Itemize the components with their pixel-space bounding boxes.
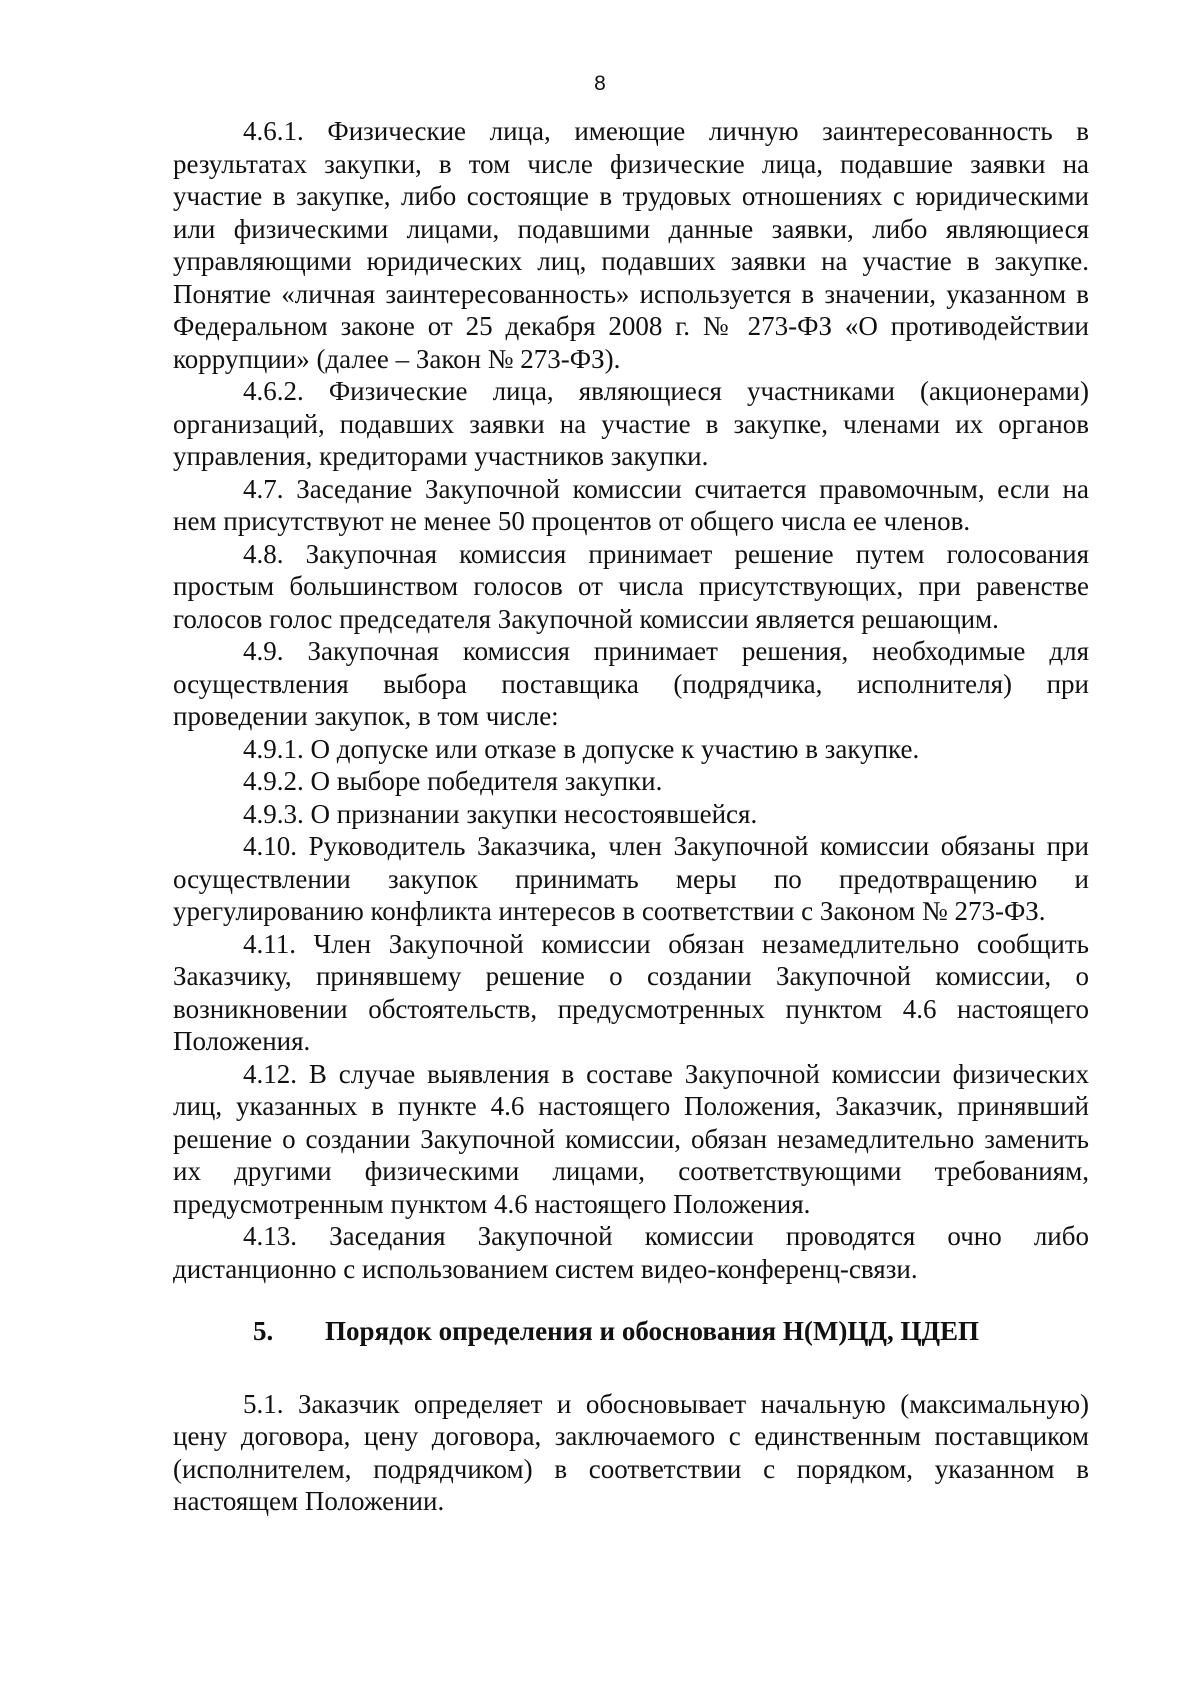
paragraph-4-9-1: 4.9.1. О допуске или отказе в допуске к участию в закупке. (243, 733, 920, 764)
paragraph-5-1: 5.1. Заказчик определяет и обосновывает начальную (максимальную) цену договора, цену договора, заключаемого с единственным поставщиком (исполнителем, подрядчиком) в соответствии с порядком, указанном в настоящем Положении. (173, 1388, 1089, 1516)
paragraph-4-12: 4.12. В случае выявления в составе Закупочной комиссии физических лиц, указанных в пункте 4.6 настоящего Положения, Заказчик, принявший решение о создании Закупочной комиссии, обязан незамедлительно заменить их другими физическими лицами, соответствующими требованиям, предусмотренным пунктом 4.6 настоящего Положения. (173, 1058, 1089, 1219)
paragraph-4-10: 4.10. Руководитель Заказчика, член Закупочной комиссии обязаны при осуществлении закупок принимать меры по предотвращению и урегулированию конфликта интересов в соответствии с Законом № 273-ФЗ. (173, 831, 1089, 926)
paragraph-4-9: 4.9. Закупочная комиссия принимает решения, необходимые для осуществления выбора поставщика (подрядчика, исполнителя) при проведении закупок, в том числе: (173, 636, 1089, 731)
paragraph-4-8: 4.8. Закупочная комиссия принимает решение путем голосования простым большинством голосов от числа присутствующих, при равенстве голосов голос председателя Закупочной комиссии является решающим. (173, 538, 1089, 634)
page-number: 8 (594, 72, 606, 95)
document-body (173, 115, 1089, 1518)
paragraph-4-7: 4.7. Заседание Закупочной комиссии считается правомочным, если на нем присутствуют не менее 50 процентов от общего числа ее членов. (173, 473, 1089, 536)
section-heading (173, 1315, 1089, 1348)
section-number: 5. (253, 1316, 274, 1346)
paragraph-4-6-1: 4.6.1. Физические лица, имеющие личную заинтересованность в результатах закупки, в том числе физические лица, подавшие заявки на участие в закупке, либо состоящие в трудовых отношениях с юридическими или физическими лицами, подавшими данные заявки, либо являющиеся управляющими юридических лиц, подавших заявки на участие в закупке. Понятие «личная заинтересованность» используется в значении, указанном в Федеральном законе от 25 декабря 2008 г. № 273-ФЗ «О противодействии коррупции» (далее – Закон № 273-ФЗ). (173, 116, 1089, 374)
section-title: Порядок определения и обоснования Н(М)ЦД, ЦДЕП (325, 1316, 980, 1346)
paragraph-4-9-2: 4.9.2. О выборе победителя закупки. (243, 766, 663, 796)
paragraph-4-11: 4.11. Член Закупочной комиссии обязан незамедлительно сообщить Заказчику, принявшему решение о создании Закупочной комиссии, о возникновении обстоятельств, предусмотренных пунктом 4.6 настоящего Положения. (173, 928, 1089, 1056)
paragraph-4-6-2: 4.6.2. Физические лица, являющиеся участниками (акционерами) организаций, подавших заявки на участие в закупке, членами их органов управления, кредиторами участников закупки. (173, 376, 1089, 471)
paragraph-4-9-3: 4.9.3. О признании закупки несостоявшейся. (243, 798, 758, 829)
paragraph-4-13: 4.13. Заседания Закупочной комиссии проводятся очно либо дистанционно с использованием систем видео-конференц-связи. (173, 1221, 1089, 1284)
